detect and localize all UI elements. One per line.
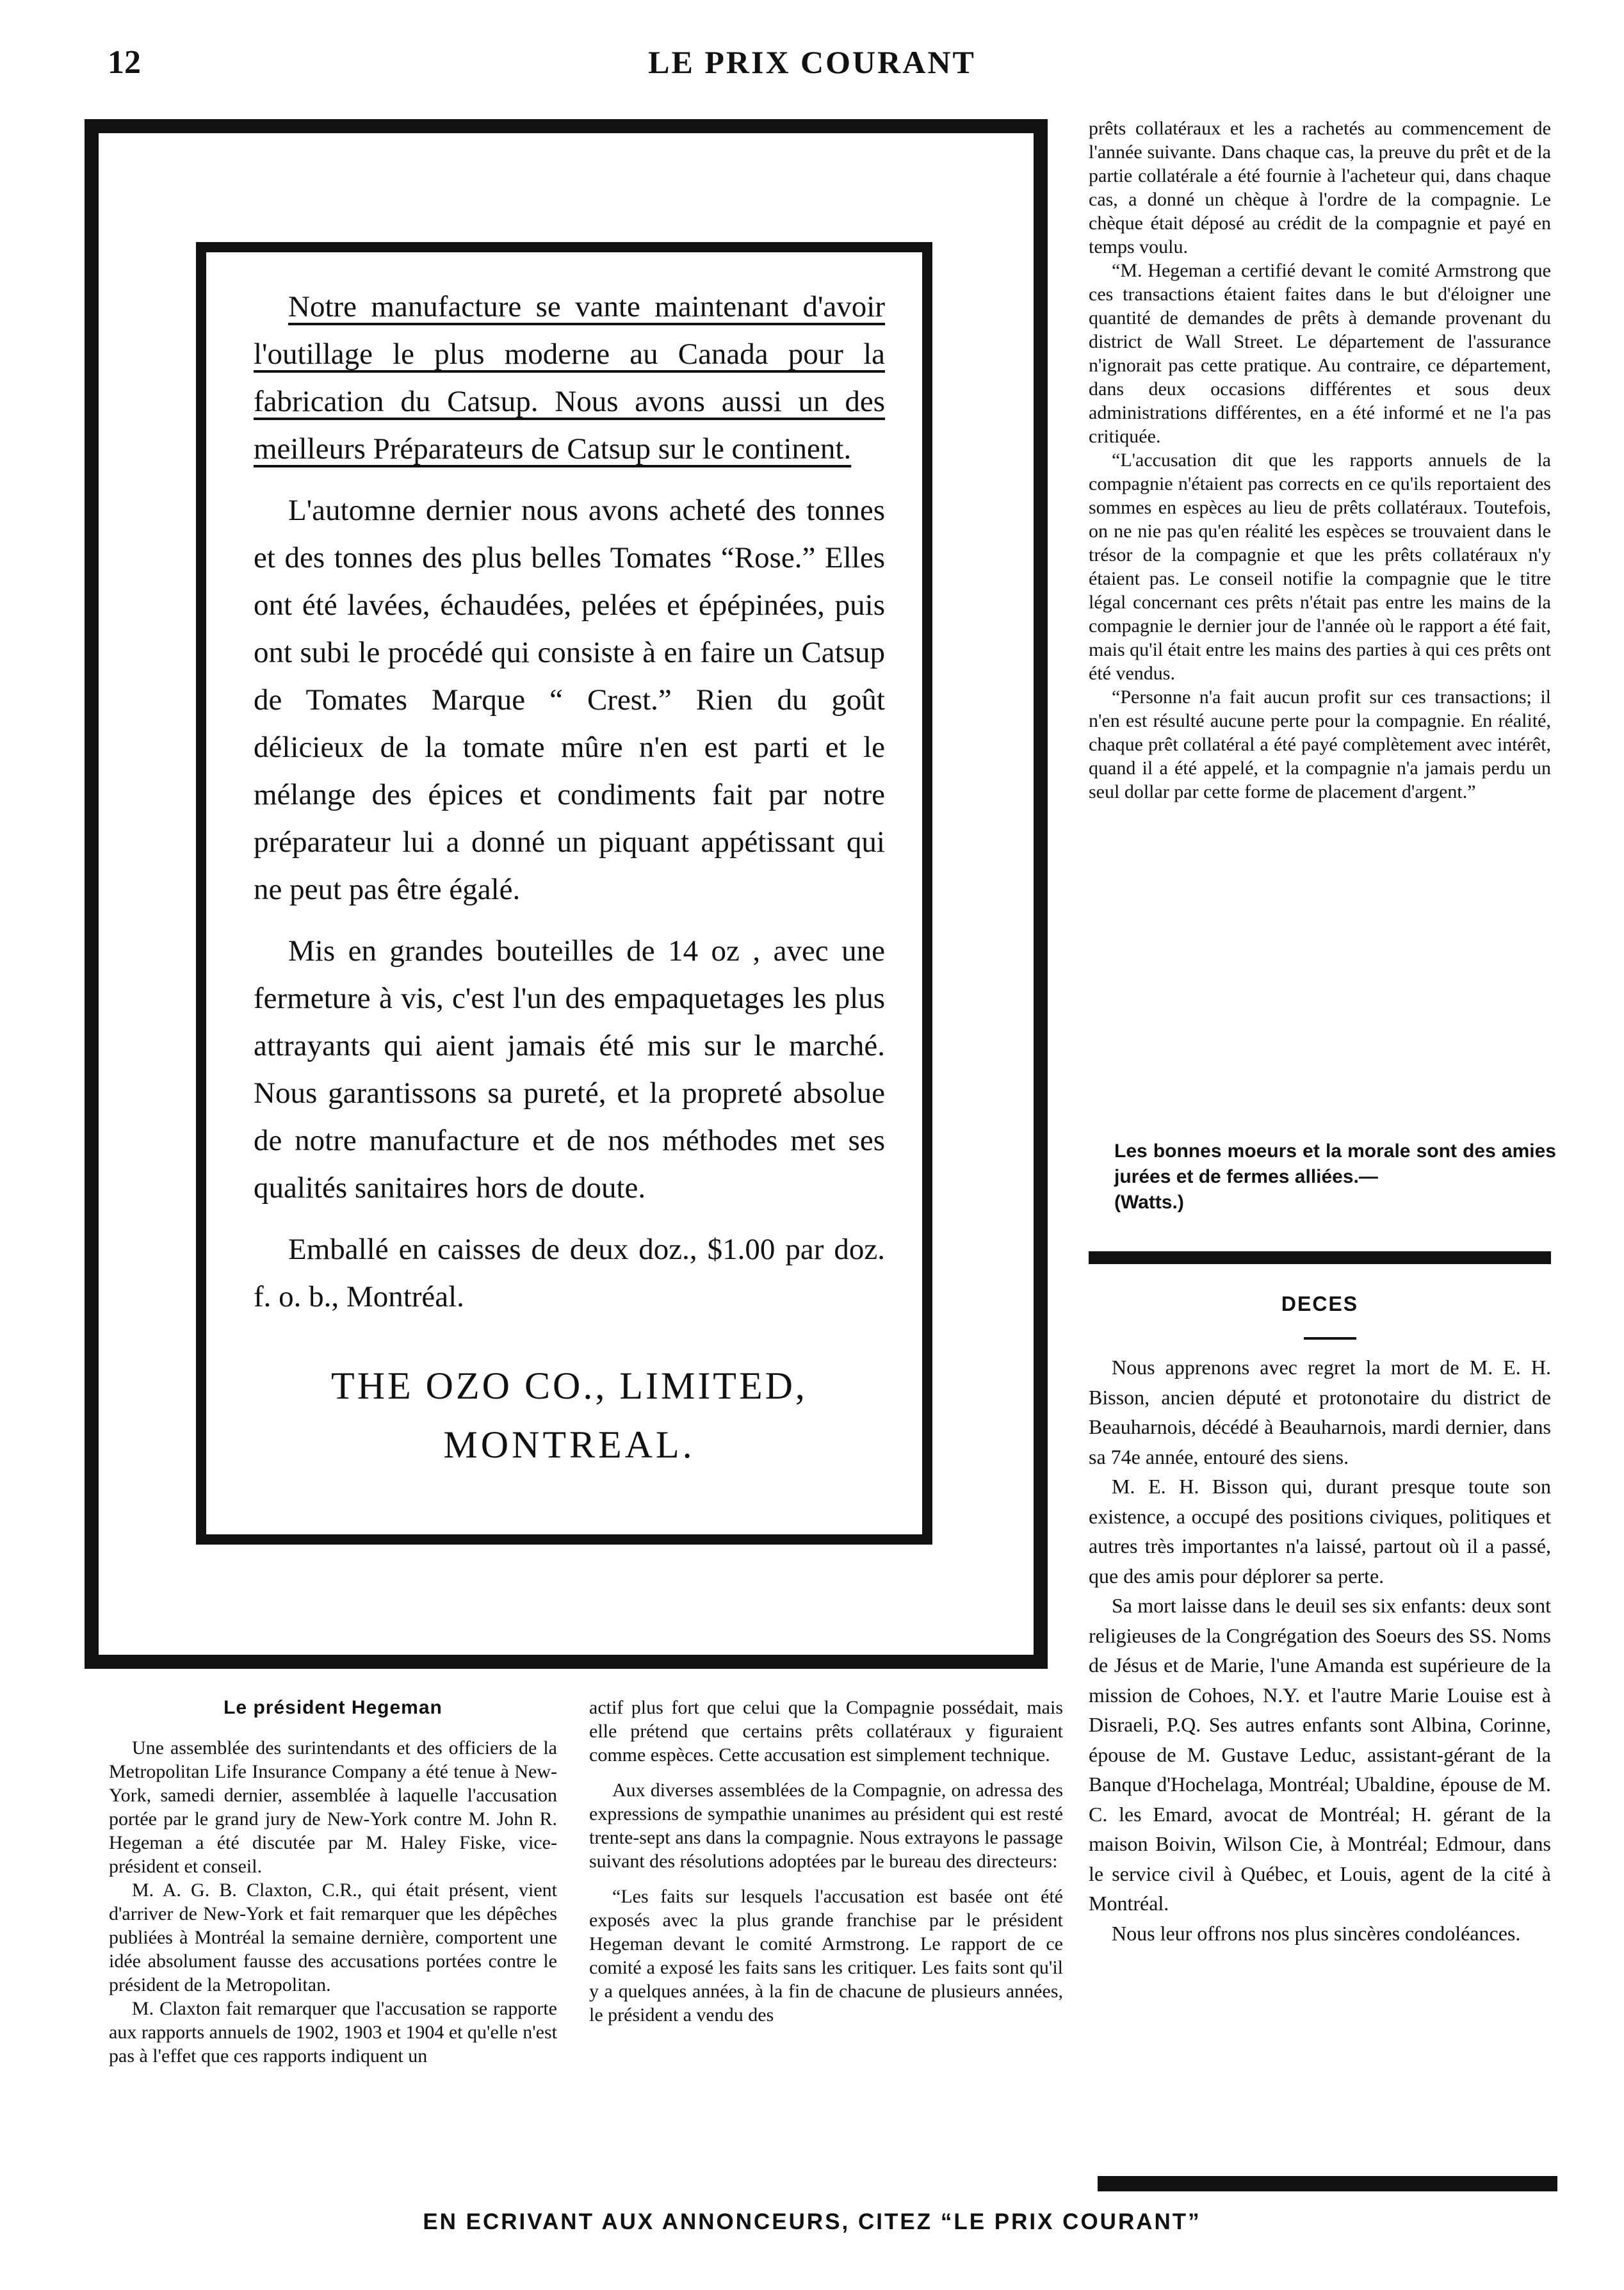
hegeman-article-column-left	[109, 1696, 557, 2068]
article-paragraph: Sa mort laisse dans le deuil ses six enfants: deux sont religieuses de la Congrégation des Soeurs des SS. Noms de Jésus et de Marie, l'une Amanda est supérieure de la mission de Cohoes, N.Y. et l'autre Marie Louise est à Disraeli, P.Q. Ses autres enfants sont Albina, Corinne, épouse de M. Gustave Leduc, assistant-gérant de la Banque d'Hochelaga, Montréal; Ubaldine, épouse de M. C. les Emard, avocat de Montréal; H. gérant de la maison Boivin, Wilson Cie, à Montréal; Edmour, dans le service civil à Québec, et Louis, agent de la cité à Montréal.	[1089, 1594, 1551, 1915]
advertisement-box	[196, 242, 932, 1545]
section-divider	[1089, 1251, 1551, 1264]
ad-paragraph-text: Notre manufacture se vante maintenant d'avoir l'outillage le plus moderne au Canada pour la fabrication du Catsup. Nous avons aussi un des meilleurs Préparateurs de Catsup sur le continent.	[254, 290, 885, 466]
article-paragraph: Nous apprenons avec regret la mort de M. E. H. Bisson, ancien député et protonotaire du district de Beauharnois, décédé à Beauharnois, mardi dernier, dans sa 74e année, entouré des siens.	[1089, 1356, 1551, 1468]
advertisement-text	[254, 283, 885, 1320]
hegeman-article-title: Le président Hegeman	[223, 1697, 443, 1718]
article-paragraph: M. A. G. B. Claxton, C.R., qui était présent, vient d'arriver de New-York et fait remarquer que les dépêches publiées à Montréal la semaine dernière, comportent une idée absolument fausse des accusations portées contre le président de la Metropolitan.	[109, 1880, 557, 1995]
article-paragraph: “Personne n'a fait aucun profit sur ces transactions; il n'en est résulté aucune perte pour la compagnie. En réalité, chaque prêt collatéral a été payé complètement avec intérêt, quand il a été appelé, et la compagnie n'a jamais perdu un seul dollar par cette forme de placement d'argent.”	[1089, 686, 1551, 802]
article-paragraph: “L'accusation dit que les rapports annuels de la compagnie n'étaient pas corrects en ce qu'ils reportaient des sommes en espèces au lieu de prêts collatéraux. Toutefois, on ne nie pas qu'en réalité les espèces se trouvaient dans le trésor de la compagnie et que les prêts collatéraux n'y étaient pas. Le conseil notifie la compagnie que le titre légal concernant ces prêts n'était pas entre les mains de la compagnie le dernier jour de l'année où le rapport a été fait, mais qu'il était entre les mains des parties à qui ces prêts ont été vendus.	[1089, 450, 1551, 684]
ad-paragraph: L'automne dernier nous avons acheté des tonnes et des tonnes des plus belles Tomates “Rose.” Elles ont été lavées, échaudées, pelées et épépinées, puis ont subi le procédé qui consiste à en faire un Catsup de Tomates Marque “ Crest.” Rien du goût délicieux de la tomate mûre n'en est parti et le mélange des épices et condiments fait par notre préparateur lui a donné un piquant appétissant qui ne peut pas être égalé.	[254, 494, 885, 906]
maxim-quote	[1114, 1139, 1556, 1215]
article-paragraph: “Les faits sur lesquels l'accusation est basée ont été exposés avec la plus grande franchise par le président Hegeman devant le comité Armstrong. Le rapport de ce comité a exposé les faits sans les critiquer. Les faits sont qu'il y a quelques années, à la fin de chacune de plusieurs années, le président a vendu des	[589, 1886, 1063, 2026]
ad-paragraph: Emballé en caisses de deux doz., $1.00 par doz. f. o. b., Montréal.	[254, 1233, 885, 1313]
article-paragraph: Aux diverses assemblées de la Compagnie, on adressa des expressions de sympathie unanimes au président qui est resté trente-sept ans dans la compagnie. Nous extrayons le passage suivant des résolutions adoptées par le bureau des directeurs:	[589, 1780, 1063, 1872]
page-footer: EN ECRIVANT AUX ANNONCEURS, CITEZ “LE PRIX COURANT”	[423, 2209, 1201, 2234]
maxim-text: Les bonnes moeurs et la morale sont des amies jurées et de fermes alliées.—	[1114, 1141, 1556, 1187]
ad-paragraph	[254, 283, 885, 473]
ad-company-name: THE OZO CO., LIMITED,	[331, 1365, 808, 1407]
article-paragraph: M. Claxton fait remarquer que l'accusation se rapporte aux rapports annuels de 1902, 1903 et 1904 et qu'elle n'est pas à l'effet que ces rapports indiquent un	[109, 1998, 557, 2067]
ad-company-city: MONTREAL.	[443, 1424, 695, 1466]
article-paragraph: Nous leur offrons nos plus sincères condoléances.	[1112, 1921, 1521, 1945]
deces-article	[1089, 1352, 1551, 1948]
ad-paragraph: Mis en grandes bouteilles de 14 oz , avec une fermeture à vis, c'est l'un des empaquetages les plus attrayants qui aient jamais été mis sur le marché. Nous garantissons sa pureté, et la propreté absolue de notre manufacture et de nos méthodes met ses qualités sanitaires hors de doute.	[254, 934, 885, 1205]
article-paragraph: “M. Hegeman a certifié devant le comité Armstrong que ces transactions étaient faites dans le but d'éloigner une quantité de demandes de prêts à demande provenant du district de Wall Street. Le département de l'assurance n'ignorait pas cette pratique. Au contraire, ce département, dans deux occasions différentes et sous deux administrations différentes, en a été informé et ne l'a pas critiquée.	[1089, 260, 1551, 447]
article-paragraph: M. E. H. Bisson qui, durant presque toute son existence, a occupé des positions civiques, politiques et autres très importantes n'a laissé, partout où il a passé, que des amis pour déplorer sa perte.	[1089, 1475, 1551, 1588]
running-title: LE PRIX COURANT	[648, 44, 976, 80]
deces-title: DECES	[1281, 1292, 1359, 1315]
title-underline	[1304, 1337, 1356, 1340]
article-paragraph: actif plus fort que celui que la Compagnie possédait, mais elle prétend que certains prêts collatéraux y figuraient comme espèces. Cette accusation est simplement technique.	[589, 1697, 1063, 1766]
hegeman-article-column-middle	[589, 1696, 1063, 2027]
article-paragraph: prêts collatéraux et les a rachetés au commencement de l'année suivante. Dans chaque cas, la preuve du prêt et de la partie collatérale a été fournie à l'acheteur qui, dans chaque cas, a donné un chèque à l'ordre de la compagnie. Le chèque était déposé au crédit de la compagnie et payé en temps voulu.	[1089, 118, 1551, 257]
page-number: 12	[108, 44, 141, 81]
article-paragraph: Une assemblée des surintendants et des officiers de la Metropolitan Life Insurance Company a été tenue à New-York, samedi dernier, assemblée à laquelle l'accusation portée par le grand jury de New-York contre M. John R. Hegeman a été discutée par M. Haley Fiske, vice-président et conseil.	[109, 1737, 557, 1877]
section-divider	[1098, 2176, 1557, 2191]
maxim-author: (Watts.)	[1114, 1192, 1184, 1213]
hegeman-article-column-right	[1089, 117, 1551, 804]
